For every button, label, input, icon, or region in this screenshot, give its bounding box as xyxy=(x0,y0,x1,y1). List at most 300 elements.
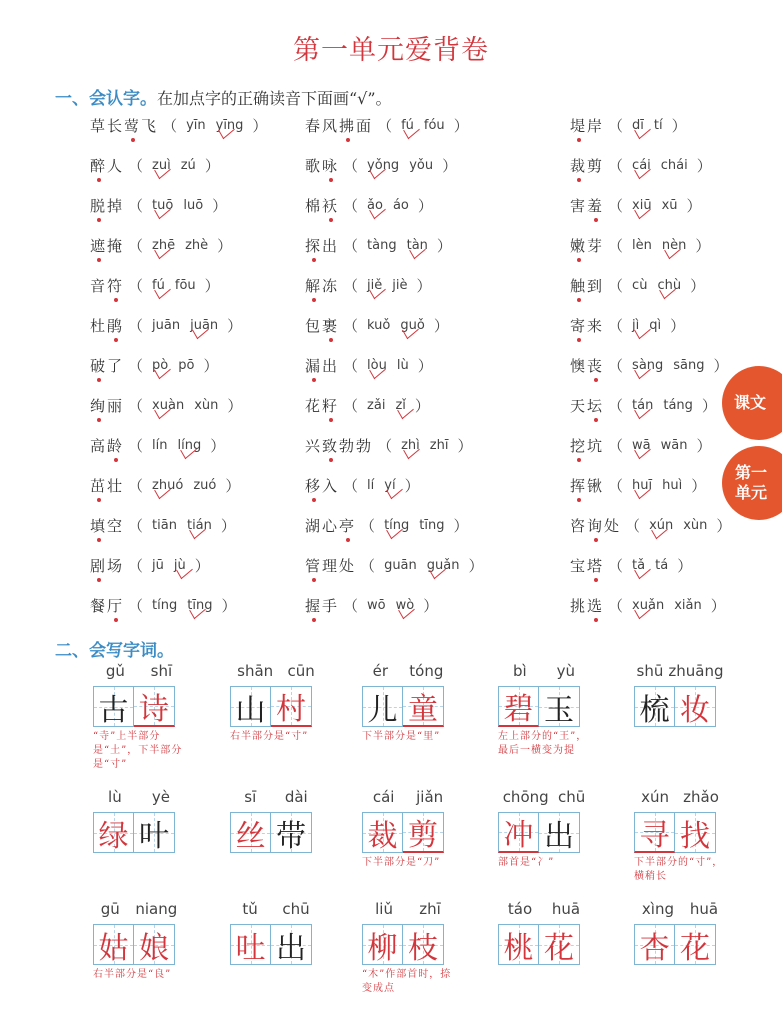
word-card xyxy=(230,900,322,965)
word-text: 剧场 xyxy=(90,556,125,575)
pinyin-option[interactable]: guān xyxy=(384,557,417,573)
character-cell: 山 xyxy=(230,686,271,727)
pronunciation-item xyxy=(570,592,730,618)
word-card xyxy=(634,900,726,965)
pinyin-option[interactable]: wō xyxy=(367,597,386,613)
character-cell: 出 xyxy=(539,812,580,853)
tianzige-grid xyxy=(230,686,322,727)
open-paren: （ xyxy=(128,196,144,215)
pinyin-option-checked[interactable]: xuàn xyxy=(152,397,185,413)
word-text: 餐厅 xyxy=(90,596,125,615)
pinyin-option[interactable]: zǎi xyxy=(367,397,386,413)
pinyin-option[interactable]: cù xyxy=(632,277,648,293)
tianzige-grid xyxy=(230,812,322,853)
pinyin-syllable: zhuāng xyxy=(668,662,724,680)
close-paren: ） xyxy=(210,436,226,455)
word-text: 堤岸 xyxy=(570,116,605,135)
word-text: 裁剪 xyxy=(570,156,605,175)
character-cell: 梳 xyxy=(634,686,675,727)
character-cell: 童 xyxy=(403,686,444,727)
open-paren: （ xyxy=(128,476,144,495)
pinyin-syllable: tǔ xyxy=(242,900,258,918)
pinyin-option-checked[interactable]: jù xyxy=(173,557,186,573)
pinyin-option-checked[interactable]: tuō xyxy=(152,197,174,213)
pinyin-option[interactable]: zhī xyxy=(429,437,449,453)
open-paren: （ xyxy=(608,396,624,415)
word-card xyxy=(498,900,590,965)
character-cell: 带 xyxy=(271,812,312,853)
pinyin-option[interactable]: lín xyxy=(152,437,168,453)
open-paren: （ xyxy=(128,156,144,175)
pinyin-option[interactable]: luō xyxy=(183,197,204,213)
tianzige-grid xyxy=(634,686,726,727)
tianzige-grid xyxy=(634,812,726,853)
open-paren: （ xyxy=(343,156,359,175)
close-paren: ） xyxy=(220,516,236,535)
tianzige-grid xyxy=(362,686,454,727)
pinyin-syllable: xìng xyxy=(641,900,674,918)
word-text: 醉人 xyxy=(90,156,125,175)
close-paren: ） xyxy=(423,596,439,615)
close-paren: ） xyxy=(404,476,420,495)
pronunciation-item xyxy=(305,312,453,338)
pinyin-syllable: yè xyxy=(151,788,170,806)
pronunciation-item xyxy=(90,392,246,418)
close-paren: ） xyxy=(227,396,243,415)
word-card xyxy=(93,900,185,982)
close-paren: ） xyxy=(457,436,473,455)
close-paren: ） xyxy=(696,156,712,175)
word-text: 草长莺飞 xyxy=(90,116,159,135)
word-card xyxy=(634,788,726,884)
pinyin-option[interactable]: zhè xyxy=(185,237,209,253)
open-paren: （ xyxy=(608,156,624,175)
pinyin-syllable: huā xyxy=(689,900,719,918)
pinyin-option[interactable]: chái xyxy=(660,157,688,173)
open-paren: （ xyxy=(343,476,359,495)
pinyin-option-checked[interactable]: lòu xyxy=(367,357,387,373)
pinyin-option-checked[interactable]: líng xyxy=(177,437,202,453)
pronunciation-item xyxy=(90,192,231,218)
pinyin-syllable: ér xyxy=(372,662,389,680)
word-text: 棉袄 xyxy=(305,196,340,215)
pinyin-option-checked[interactable]: xún xyxy=(649,517,674,533)
close-paren: ） xyxy=(417,356,433,375)
word-text: 触到 xyxy=(570,276,605,295)
pronunciation-item xyxy=(90,232,236,258)
character-cell: 村 xyxy=(271,686,312,727)
open-paren: （ xyxy=(360,556,376,575)
pronunciation-item xyxy=(90,352,223,378)
pinyin-option-checked[interactable]: xuǎn xyxy=(632,597,665,613)
pronunciation-item xyxy=(570,432,716,458)
character-cell: 冲 xyxy=(498,812,539,853)
pinyin-option[interactable]: sāng xyxy=(673,357,705,373)
word-pinyin xyxy=(93,788,185,808)
open-paren: （ xyxy=(128,516,144,535)
pinyin-syllable: yù xyxy=(556,662,576,680)
pronunciation-item xyxy=(305,272,436,298)
character-cell: 古 xyxy=(93,686,134,727)
open-paren: （ xyxy=(128,396,144,415)
close-paren: ） xyxy=(442,156,458,175)
close-paren: ） xyxy=(468,556,484,575)
pronunciation-item xyxy=(90,272,224,298)
character-cell: 找 xyxy=(675,812,716,853)
pinyin-option-checked[interactable]: yí xyxy=(384,477,396,493)
pinyin-syllable: jiǎn xyxy=(416,788,444,806)
character-cell: 杏 xyxy=(634,924,675,965)
character-cell: 绿 xyxy=(93,812,134,853)
word-pinyin xyxy=(634,788,726,808)
close-paren: ） xyxy=(436,236,452,255)
close-paren: ） xyxy=(677,556,693,575)
pinyin-option-checked[interactable]: huī xyxy=(632,477,653,493)
character-cell: 剪 xyxy=(403,812,444,853)
pinyin-option-checked[interactable]: wò xyxy=(395,597,415,613)
word-text: 脱掉 xyxy=(90,196,125,215)
open-paren: （ xyxy=(343,596,359,615)
tianzige-grid xyxy=(362,924,454,965)
writing-tip: 下半部分是“刀” xyxy=(362,857,441,868)
open-paren: （ xyxy=(128,596,144,615)
word-pinyin xyxy=(230,900,322,920)
close-paren: ） xyxy=(453,516,469,535)
character-cell: 裁 xyxy=(362,812,403,853)
open-paren: （ xyxy=(128,276,144,295)
pinyin-option[interactable]: táng xyxy=(663,397,693,413)
pronunciation-item xyxy=(570,312,689,338)
open-paren: （ xyxy=(608,236,624,255)
close-paren: ） xyxy=(416,276,432,295)
close-paren: ） xyxy=(670,316,686,335)
tab-lesson[interactable]: 课文 xyxy=(722,366,782,440)
pinyin-option[interactable]: xiǎn xyxy=(674,597,702,613)
writing-tip: 右半部分是“寸” xyxy=(230,731,309,742)
pinyin-option-checked[interactable]: wā xyxy=(632,437,651,453)
pinyin-option-checked[interactable]: guǒ xyxy=(400,317,425,333)
pinyin-syllable: zhǎo xyxy=(683,788,719,806)
pinyin-option[interactable]: xū xyxy=(661,197,678,213)
pinyin-option-checked[interactable]: zhuó xyxy=(152,477,184,493)
open-paren: （ xyxy=(625,516,641,535)
word-text: 杜鹃 xyxy=(90,316,125,335)
word-pinyin xyxy=(362,662,454,682)
pinyin-syllable: liǔ xyxy=(375,900,393,918)
word-text: 湖心亭 xyxy=(305,516,357,535)
open-paren: （ xyxy=(343,396,359,415)
pinyin-option-checked[interactable]: tǎ xyxy=(632,557,646,573)
close-paren: ） xyxy=(690,276,706,295)
word-pinyin xyxy=(93,900,185,920)
word-text: 填空 xyxy=(90,516,125,535)
pinyin-option-checked[interactable]: fú xyxy=(152,277,165,293)
pinyin-syllable: táo xyxy=(507,900,533,918)
word-text: 歌咏 xyxy=(305,156,340,175)
close-paren: ） xyxy=(204,156,220,175)
pronunciation-item xyxy=(570,512,735,538)
word-text: 寄来 xyxy=(570,316,605,335)
open-paren: （ xyxy=(608,116,624,135)
pinyin-option[interactable]: jū xyxy=(152,557,164,573)
pinyin-option[interactable]: zuó xyxy=(193,477,217,493)
pronunciation-item xyxy=(305,352,437,378)
pinyin-option-checked[interactable]: chù xyxy=(657,277,682,293)
pinyin-option[interactable]: jiè xyxy=(392,277,408,293)
pinyin-option[interactable]: tiān xyxy=(152,517,177,533)
pinyin-syllable: xún xyxy=(641,788,669,806)
character-cell: 桃 xyxy=(498,924,539,965)
word-text: 害羞 xyxy=(570,196,605,215)
pinyin-syllable: shū xyxy=(636,662,664,680)
pinyin-syllable: cūn xyxy=(287,662,315,680)
pinyin-option-checked[interactable]: tián xyxy=(186,517,212,533)
writing-tip: 左上部分的“王”，最后一横变为提 xyxy=(498,731,588,756)
pinyin-option-checked[interactable]: xiū xyxy=(632,197,652,213)
character-cell: 枝 xyxy=(403,924,444,965)
word-text: 高龄 xyxy=(90,436,125,455)
pronunciation-item xyxy=(305,192,437,218)
word-text: 漏出 xyxy=(305,356,340,375)
pronunciation-item xyxy=(90,552,214,578)
character-cell: 姑 xyxy=(93,924,134,965)
pinyin-syllable: huā xyxy=(551,900,581,918)
pronunciation-item xyxy=(305,432,476,458)
open-paren: （ xyxy=(128,356,144,375)
pinyin-option[interactable]: tàng xyxy=(367,237,397,253)
pinyin-option[interactable]: yīn xyxy=(186,117,206,133)
writing-tip: 下半部分的“寸”，横稍长 xyxy=(634,857,724,882)
section-one-instruction: 在加点字的正确读音下面画“√”。 xyxy=(157,89,392,108)
open-paren: （ xyxy=(343,276,359,295)
pinyin-syllable: shī xyxy=(150,662,173,680)
tab-unit-one[interactable]: 第一 单元 xyxy=(722,446,782,520)
open-paren: （ xyxy=(128,436,144,455)
pronunciation-item xyxy=(90,472,244,498)
tianzige-grid xyxy=(230,924,322,965)
word-text: 嫩芽 xyxy=(570,236,605,255)
pinyin-option-checked[interactable]: sàng xyxy=(632,357,664,373)
pronunciation-item xyxy=(570,472,710,498)
pinyin-option[interactable]: pō xyxy=(178,357,195,373)
pinyin-option[interactable]: yǒu xyxy=(409,157,434,173)
pinyin-option[interactable]: lù xyxy=(396,357,409,373)
pinyin-option[interactable]: xùn xyxy=(194,397,219,413)
pronunciation-item xyxy=(305,552,487,578)
close-paren: ） xyxy=(225,476,241,495)
pronunciation-item xyxy=(305,232,456,258)
character-cell: 儿 xyxy=(362,686,403,727)
writing-tip: “寺”上半部分是“土”，下半部分是“寸” xyxy=(93,731,183,770)
pinyin-option-checked[interactable]: tīng xyxy=(187,597,213,613)
close-paren: ） xyxy=(252,116,268,135)
pronunciation-item xyxy=(305,472,424,498)
pinyin-option-checked[interactable]: tán xyxy=(632,397,654,413)
pinyin-option[interactable]: lèn xyxy=(632,237,652,253)
pronunciation-item xyxy=(90,312,246,338)
pinyin-option[interactable]: tíng xyxy=(152,597,178,613)
pinyin-option[interactable]: xùn xyxy=(683,517,708,533)
open-paren: （ xyxy=(128,316,144,335)
pinyin-option[interactable]: tīng xyxy=(419,517,445,533)
pronunciation-item xyxy=(305,392,434,418)
pinyin-syllable: tóng xyxy=(409,662,444,680)
pronunciation-item xyxy=(305,592,442,618)
pinyin-option-checked[interactable]: pò xyxy=(152,357,169,373)
word-pinyin xyxy=(362,788,454,808)
word-text: 茁壮 xyxy=(90,476,125,495)
word-pinyin xyxy=(230,788,322,808)
pinyin-syllable: shān xyxy=(237,662,274,680)
pinyin-option-checked[interactable]: dī xyxy=(632,117,644,133)
pinyin-option-checked[interactable]: yīng xyxy=(215,117,244,133)
word-text: 绚丽 xyxy=(90,396,125,415)
pinyin-option[interactable]: tá xyxy=(655,557,669,573)
word-text: 花籽 xyxy=(305,396,340,415)
pinyin-syllable: sī xyxy=(244,788,257,806)
character-cell: 诗 xyxy=(134,686,175,727)
close-paren: ） xyxy=(716,516,732,535)
close-paren: ） xyxy=(686,196,702,215)
close-paren: ） xyxy=(433,316,449,335)
tianzige-grid xyxy=(634,924,726,965)
pinyin-syllable: chū xyxy=(558,788,586,806)
tianzige-grid xyxy=(93,686,185,727)
close-paren: ） xyxy=(194,556,210,575)
pinyin-option-checked[interactable]: jiě xyxy=(367,277,383,293)
pronunciation-item xyxy=(305,512,472,538)
close-paren: ） xyxy=(453,116,469,135)
open-paren: （ xyxy=(128,556,144,575)
word-pinyin xyxy=(498,662,590,682)
open-paren: （ xyxy=(377,116,393,135)
pinyin-option[interactable]: wān xyxy=(660,437,688,453)
word-pinyin xyxy=(362,900,454,920)
pinyin-option[interactable]: tí xyxy=(653,117,663,133)
close-paren: ） xyxy=(217,236,233,255)
open-paren: （ xyxy=(608,476,624,495)
close-paren: ） xyxy=(227,316,243,335)
word-card xyxy=(362,900,454,996)
word-card xyxy=(362,788,454,870)
pronunciation-item xyxy=(570,232,714,258)
tianzige-grid xyxy=(498,686,590,727)
pronunciation-item xyxy=(90,432,229,458)
pinyin-option-checked[interactable]: ǎo xyxy=(367,197,383,213)
pinyin-option-checked[interactable]: jì xyxy=(632,317,640,333)
character-cell: 叶 xyxy=(134,812,175,853)
pinyin-syllable: cái xyxy=(372,788,395,806)
word-text: 破了 xyxy=(90,356,125,375)
pronunciation-item xyxy=(305,112,473,138)
word-pinyin xyxy=(634,900,726,920)
pinyin-option-checked[interactable]: tàn xyxy=(406,237,428,253)
pronunciation-item xyxy=(90,152,224,178)
word-text: 探出 xyxy=(305,236,340,255)
pinyin-option[interactable]: qì xyxy=(649,317,662,333)
pinyin-option[interactable]: fóu xyxy=(423,117,445,133)
pinyin-syllable: bì xyxy=(512,662,527,680)
writing-tip: 部首是“冫” xyxy=(498,857,555,868)
tianzige-grid xyxy=(93,924,185,965)
pinyin-option-checked[interactable]: yǒng xyxy=(367,157,400,173)
pinyin-option[interactable]: zú xyxy=(180,157,196,173)
open-paren: （ xyxy=(343,316,359,335)
word-text: 春风拂面 xyxy=(305,116,374,135)
pinyin-option[interactable]: kuǒ xyxy=(367,317,391,333)
word-card xyxy=(498,788,590,870)
word-pinyin xyxy=(230,662,322,682)
pinyin-option[interactable]: fōu xyxy=(174,277,196,293)
open-paren: （ xyxy=(608,356,624,375)
open-paren: （ xyxy=(128,236,144,255)
pinyin-option-checked[interactable]: fú xyxy=(401,117,414,133)
pinyin-option-checked[interactable]: zhē xyxy=(152,237,176,253)
character-cell: 吐 xyxy=(230,924,271,965)
pinyin-option-checked[interactable]: cái xyxy=(632,157,651,173)
word-text: 移入 xyxy=(305,476,340,495)
word-text: 兴致勃勃 xyxy=(305,436,374,455)
word-text: 音符 xyxy=(90,276,125,295)
pinyin-option-checked[interactable]: zǐ xyxy=(395,397,406,413)
pinyin-option-checked[interactable]: tíng xyxy=(384,517,410,533)
word-card xyxy=(93,788,185,853)
pinyin-option-checked[interactable]: juān xyxy=(190,317,219,333)
close-paren: ） xyxy=(695,236,711,255)
pinyin-option[interactable]: juān xyxy=(152,317,181,333)
pinyin-option-checked[interactable]: guǎn xyxy=(426,557,460,573)
open-paren: （ xyxy=(360,516,376,535)
word-text: 管理处 xyxy=(305,556,357,575)
page-title: 第一单元爱背卷 xyxy=(293,35,489,66)
tianzige-grid xyxy=(93,812,185,853)
section-two-heading: 二、会写字词。 xyxy=(55,641,174,661)
close-paren: ） xyxy=(203,356,219,375)
open-paren: （ xyxy=(608,436,624,455)
pinyin-option-checked[interactable]: zhì xyxy=(401,437,420,453)
pinyin-option-checked[interactable]: zuì xyxy=(152,157,171,173)
pronunciation-item xyxy=(305,152,461,178)
word-text: 挑选 xyxy=(570,596,605,615)
word-pinyin xyxy=(498,788,590,808)
pinyin-syllable: gǔ xyxy=(105,662,125,680)
open-paren: （ xyxy=(377,436,393,455)
character-cell: 花 xyxy=(539,924,580,965)
character-cell: 丝 xyxy=(230,812,271,853)
word-text: 挥锹 xyxy=(570,476,605,495)
close-paren: ） xyxy=(671,116,687,135)
close-paren: ） xyxy=(204,276,220,295)
pinyin-syllable: zhī xyxy=(419,900,441,918)
close-paren: ） xyxy=(701,396,717,415)
close-paren: ） xyxy=(710,596,726,615)
close-paren: ） xyxy=(713,356,729,375)
word-card xyxy=(230,788,322,853)
character-cell: 寻 xyxy=(634,812,675,853)
pinyin-syllable: chōng xyxy=(502,788,549,806)
pinyin-option[interactable]: huì xyxy=(662,477,683,493)
close-paren: ） xyxy=(417,196,433,215)
pinyin-option[interactable]: lí xyxy=(367,477,375,493)
pinyin-option-checked[interactable]: nèn xyxy=(661,237,687,253)
pronunciation-item xyxy=(90,592,240,618)
pinyin-option[interactable]: áo xyxy=(392,197,409,213)
tianzige-grid xyxy=(362,812,454,853)
word-text: 天坛 xyxy=(570,396,605,415)
section-one-title: 一、会认字。 xyxy=(55,89,157,109)
word-pinyin xyxy=(634,662,726,682)
open-paren: （ xyxy=(608,316,624,335)
